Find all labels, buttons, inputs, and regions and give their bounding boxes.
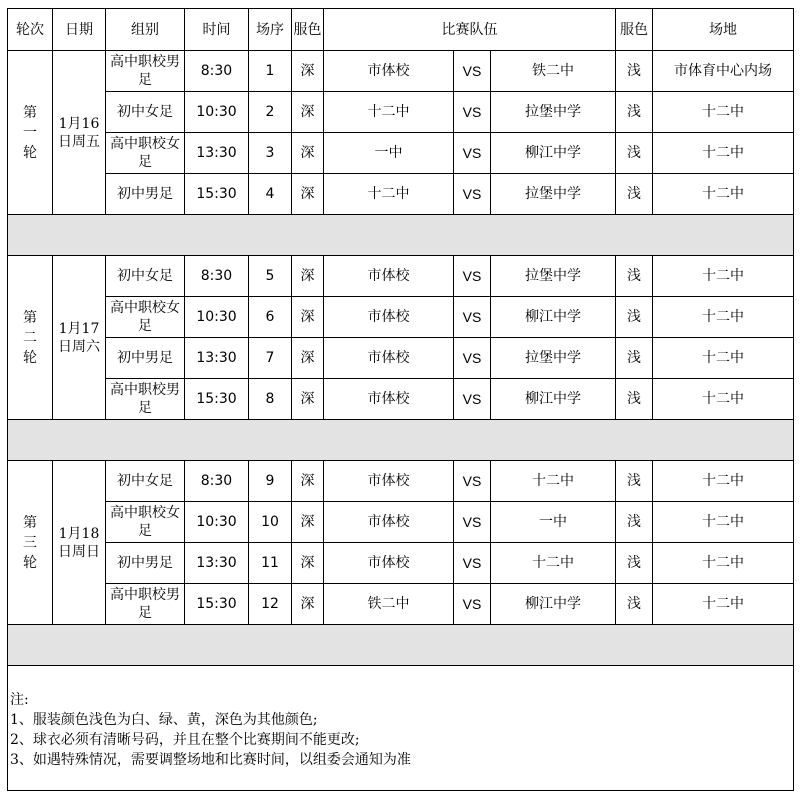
venue-cell: 十二中 <box>653 133 794 174</box>
away-team-cell: 柳江中学 <box>491 379 616 420</box>
vs-cell: VS <box>454 338 491 379</box>
match-no-cell: 5 <box>249 256 292 297</box>
group-cell: 高中职校女足 <box>106 297 185 338</box>
away-team-cell: 铁二中 <box>491 51 616 92</box>
match-no-cell: 7 <box>249 338 292 379</box>
group-cell: 初中女足 <box>106 92 185 133</box>
away-team-cell: 柳江中学 <box>491 133 616 174</box>
round-date: 1月16日周五 <box>53 51 106 215</box>
table-row <box>8 92 794 133</box>
home-team-cell: 市体校 <box>324 297 454 338</box>
jersey-home-cell: 深 <box>292 256 324 297</box>
header-group: 组别 <box>106 9 185 51</box>
schedule-table <box>7 8 794 791</box>
jersey-home-cell: 深 <box>292 502 324 543</box>
table-row <box>8 51 794 92</box>
match-no-cell: 2 <box>249 92 292 133</box>
away-team-cell: 十二中 <box>491 543 616 584</box>
round-separator-row <box>8 420 794 461</box>
home-team-cell: 市体校 <box>324 379 454 420</box>
vs-cell: VS <box>454 174 491 215</box>
table-row <box>8 297 794 338</box>
venue-cell: 十二中 <box>653 461 794 502</box>
group-cell: 高中职校女足 <box>106 133 185 174</box>
venue-cell: 十二中 <box>653 543 794 584</box>
note-line: 1、服装颜色浅色为白、绿、黄，深色为其他颜色; <box>10 712 318 728</box>
header-jersey-away: 服色 <box>616 9 653 51</box>
time-cell: 8:30 <box>185 461 249 502</box>
jersey-away-cell: 浅 <box>616 174 653 215</box>
group-cell: 高中职校男足 <box>106 379 185 420</box>
jersey-away-cell: 浅 <box>616 51 653 92</box>
match-no-cell: 12 <box>249 584 292 625</box>
away-team-cell: 拉堡中学 <box>491 256 616 297</box>
venue-cell: 市体育中心内场 <box>653 51 794 92</box>
vs-cell: VS <box>454 51 491 92</box>
jersey-away-cell: 浅 <box>616 297 653 338</box>
jersey-away-cell: 浅 <box>616 92 653 133</box>
match-no-cell: 8 <box>249 379 292 420</box>
round-label: 第二轮 <box>8 256 53 420</box>
away-team-cell: 一中 <box>491 502 616 543</box>
jersey-away-cell: 浅 <box>616 502 653 543</box>
away-team-cell: 十二中 <box>491 461 616 502</box>
away-team-cell: 拉堡中学 <box>491 174 616 215</box>
group-cell: 高中职校男足 <box>106 584 185 625</box>
venue-cell: 十二中 <box>653 256 794 297</box>
time-cell: 10:30 <box>185 92 249 133</box>
vs-cell: VS <box>454 379 491 420</box>
group-cell: 高中职校男足 <box>106 51 185 92</box>
venue-cell: 十二中 <box>653 584 794 625</box>
round-label: 第三轮 <box>8 461 53 625</box>
table-row <box>8 543 794 584</box>
jersey-away-cell: 浅 <box>616 379 653 420</box>
group-cell: 初中男足 <box>106 174 185 215</box>
header-round: 轮次 <box>8 9 53 51</box>
vs-cell: VS <box>454 133 491 174</box>
match-no-cell: 3 <box>249 133 292 174</box>
jersey-home-cell: 深 <box>292 379 324 420</box>
venue-cell: 十二中 <box>653 297 794 338</box>
group-cell: 初中男足 <box>106 543 185 584</box>
header-time: 时间 <box>185 9 249 51</box>
jersey-home-cell: 深 <box>292 338 324 379</box>
round-date: 1月17日周六 <box>53 256 106 420</box>
table-row <box>8 379 794 420</box>
venue-cell: 十二中 <box>653 379 794 420</box>
group-cell: 高中职校女足 <box>106 502 185 543</box>
home-team-cell: 市体校 <box>324 256 454 297</box>
home-team-cell: 一中 <box>324 133 454 174</box>
venue-cell: 十二中 <box>653 502 794 543</box>
home-team-cell: 市体校 <box>324 461 454 502</box>
vs-cell: VS <box>454 256 491 297</box>
jersey-away-cell: 浅 <box>616 543 653 584</box>
jersey-away-cell: 浅 <box>616 338 653 379</box>
jersey-home-cell: 深 <box>292 92 324 133</box>
venue-cell: 十二中 <box>653 174 794 215</box>
time-cell: 13:30 <box>185 338 249 379</box>
round-date: 1月18日周日 <box>53 461 106 625</box>
time-cell: 13:30 <box>185 543 249 584</box>
round-separator <box>8 420 794 461</box>
home-team-cell: 市体校 <box>324 502 454 543</box>
match-no-cell: 11 <box>249 543 292 584</box>
header-teams: 比赛队伍 <box>324 9 616 51</box>
home-team-cell: 十二中 <box>324 174 454 215</box>
jersey-home-cell: 深 <box>292 584 324 625</box>
notes-title: 注: <box>10 692 29 708</box>
table-row <box>8 461 794 502</box>
notes-cell <box>8 666 794 791</box>
time-cell: 8:30 <box>185 256 249 297</box>
round-separator-row <box>8 625 794 666</box>
time-cell: 15:30 <box>185 379 249 420</box>
home-team-cell: 市体校 <box>324 51 454 92</box>
group-cell: 初中男足 <box>106 338 185 379</box>
away-team-cell: 柳江中学 <box>491 297 616 338</box>
time-cell: 15:30 <box>185 584 249 625</box>
header-match-no: 场序 <box>249 9 292 51</box>
vs-cell: VS <box>454 297 491 338</box>
jersey-home-cell: 深 <box>292 51 324 92</box>
vs-cell: VS <box>454 543 491 584</box>
home-team-cell: 市体校 <box>324 338 454 379</box>
jersey-away-cell: 浅 <box>616 133 653 174</box>
jersey-home-cell: 深 <box>292 297 324 338</box>
home-team-cell: 市体校 <box>324 543 454 584</box>
jersey-away-cell: 浅 <box>616 461 653 502</box>
round-separator <box>8 625 794 666</box>
table-row <box>8 584 794 625</box>
group-cell: 初中女足 <box>106 256 185 297</box>
away-team-cell: 拉堡中学 <box>491 92 616 133</box>
table-row <box>8 256 794 297</box>
jersey-away-cell: 浅 <box>616 584 653 625</box>
round-separator-row <box>8 215 794 256</box>
home-team-cell: 十二中 <box>324 92 454 133</box>
time-cell: 10:30 <box>185 297 249 338</box>
match-no-cell: 9 <box>249 461 292 502</box>
jersey-home-cell: 深 <box>292 174 324 215</box>
time-cell: 15:30 <box>185 174 249 215</box>
table-row <box>8 502 794 543</box>
match-no-cell: 1 <box>249 51 292 92</box>
venue-cell: 十二中 <box>653 92 794 133</box>
vs-cell: VS <box>454 461 491 502</box>
header-row <box>8 9 794 51</box>
match-no-cell: 4 <box>249 174 292 215</box>
away-team-cell: 拉堡中学 <box>491 338 616 379</box>
table-row <box>8 133 794 174</box>
time-cell: 10:30 <box>185 502 249 543</box>
round-separator <box>8 215 794 256</box>
jersey-away-cell: 浅 <box>616 256 653 297</box>
time-cell: 13:30 <box>185 133 249 174</box>
vs-cell: VS <box>454 92 491 133</box>
notes-row <box>8 666 794 791</box>
jersey-home-cell: 深 <box>292 543 324 584</box>
header-jersey-home: 服色 <box>292 9 324 51</box>
vs-cell: VS <box>454 502 491 543</box>
match-no-cell: 10 <box>249 502 292 543</box>
note-line: 2、球衣必须有清晰号码，并且在整个比赛期间不能更改; <box>10 732 360 748</box>
group-cell: 初中女足 <box>106 461 185 502</box>
header-venue: 场地 <box>653 9 794 51</box>
table-row <box>8 338 794 379</box>
header-date: 日期 <box>53 9 106 51</box>
away-team-cell: 柳江中学 <box>491 584 616 625</box>
vs-cell: VS <box>454 584 491 625</box>
match-no-cell: 6 <box>249 297 292 338</box>
venue-cell: 十二中 <box>653 338 794 379</box>
table-row <box>8 174 794 215</box>
jersey-home-cell: 深 <box>292 461 324 502</box>
time-cell: 8:30 <box>185 51 249 92</box>
jersey-home-cell: 深 <box>292 133 324 174</box>
note-line: 3、如遇特殊情况，需要调整场地和比赛时间，以组委会通知为准 <box>10 752 411 768</box>
home-team-cell: 铁二中 <box>324 584 454 625</box>
round-label: 第一轮 <box>8 51 53 215</box>
